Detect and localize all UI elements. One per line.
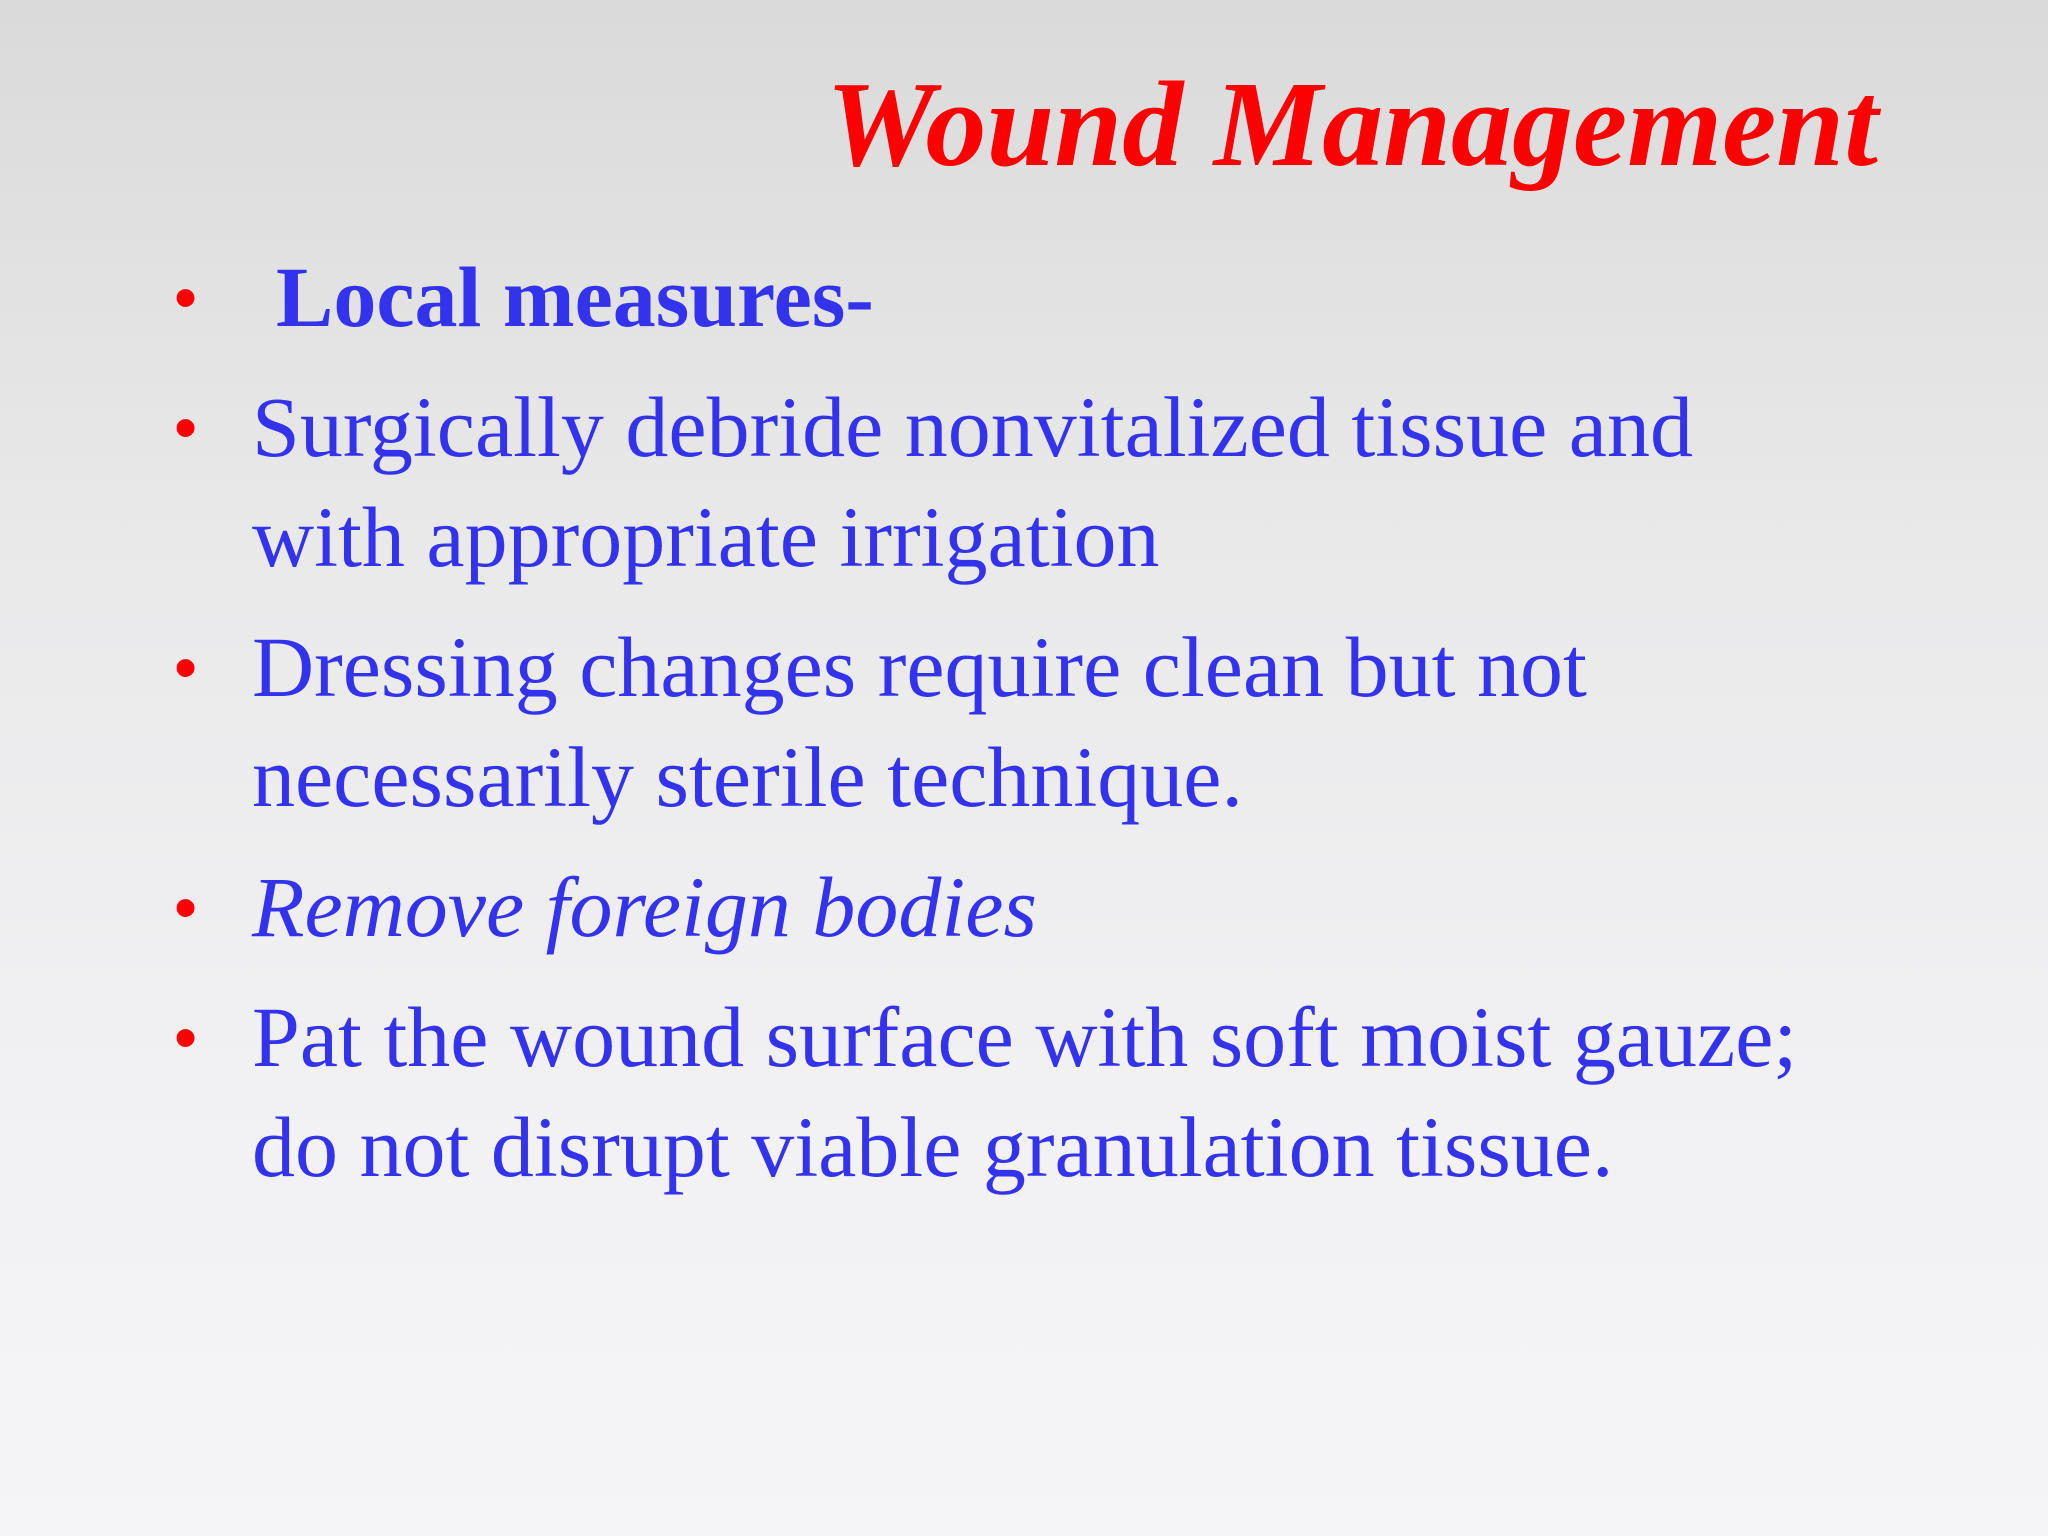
slide-title: Wound Management: [826, 57, 1878, 192]
bullet-text: Local measures-: [276, 249, 874, 345]
bullet-item: [174, 242, 1814, 352]
bullet-text: Surgically debride nonvitalized tissue and with appropriate irrigation: [252, 379, 1693, 585]
bullet-dot-icon: •: [174, 630, 198, 704]
bullet-dot-icon: •: [174, 1000, 198, 1074]
bullet-dot-icon: •: [174, 260, 198, 334]
bullet-dot-icon: •: [174, 870, 198, 944]
bullet-item: [174, 852, 1814, 962]
bullet-item: [174, 982, 1814, 1202]
bullet-text: Dressing changes require clean but not necessarily sterile technique.: [252, 619, 1587, 825]
bullet-text: Pat the wound surface with soft moist gauze; do not disrupt viable granulation tissue.: [252, 989, 1798, 1195]
bullet-text: Remove foreign bodies: [252, 859, 1037, 955]
bullet-list: [174, 242, 1814, 1222]
bullet-dot-icon: •: [174, 390, 198, 464]
bullet-item: [174, 372, 1814, 592]
bullet-item: [174, 612, 1814, 832]
